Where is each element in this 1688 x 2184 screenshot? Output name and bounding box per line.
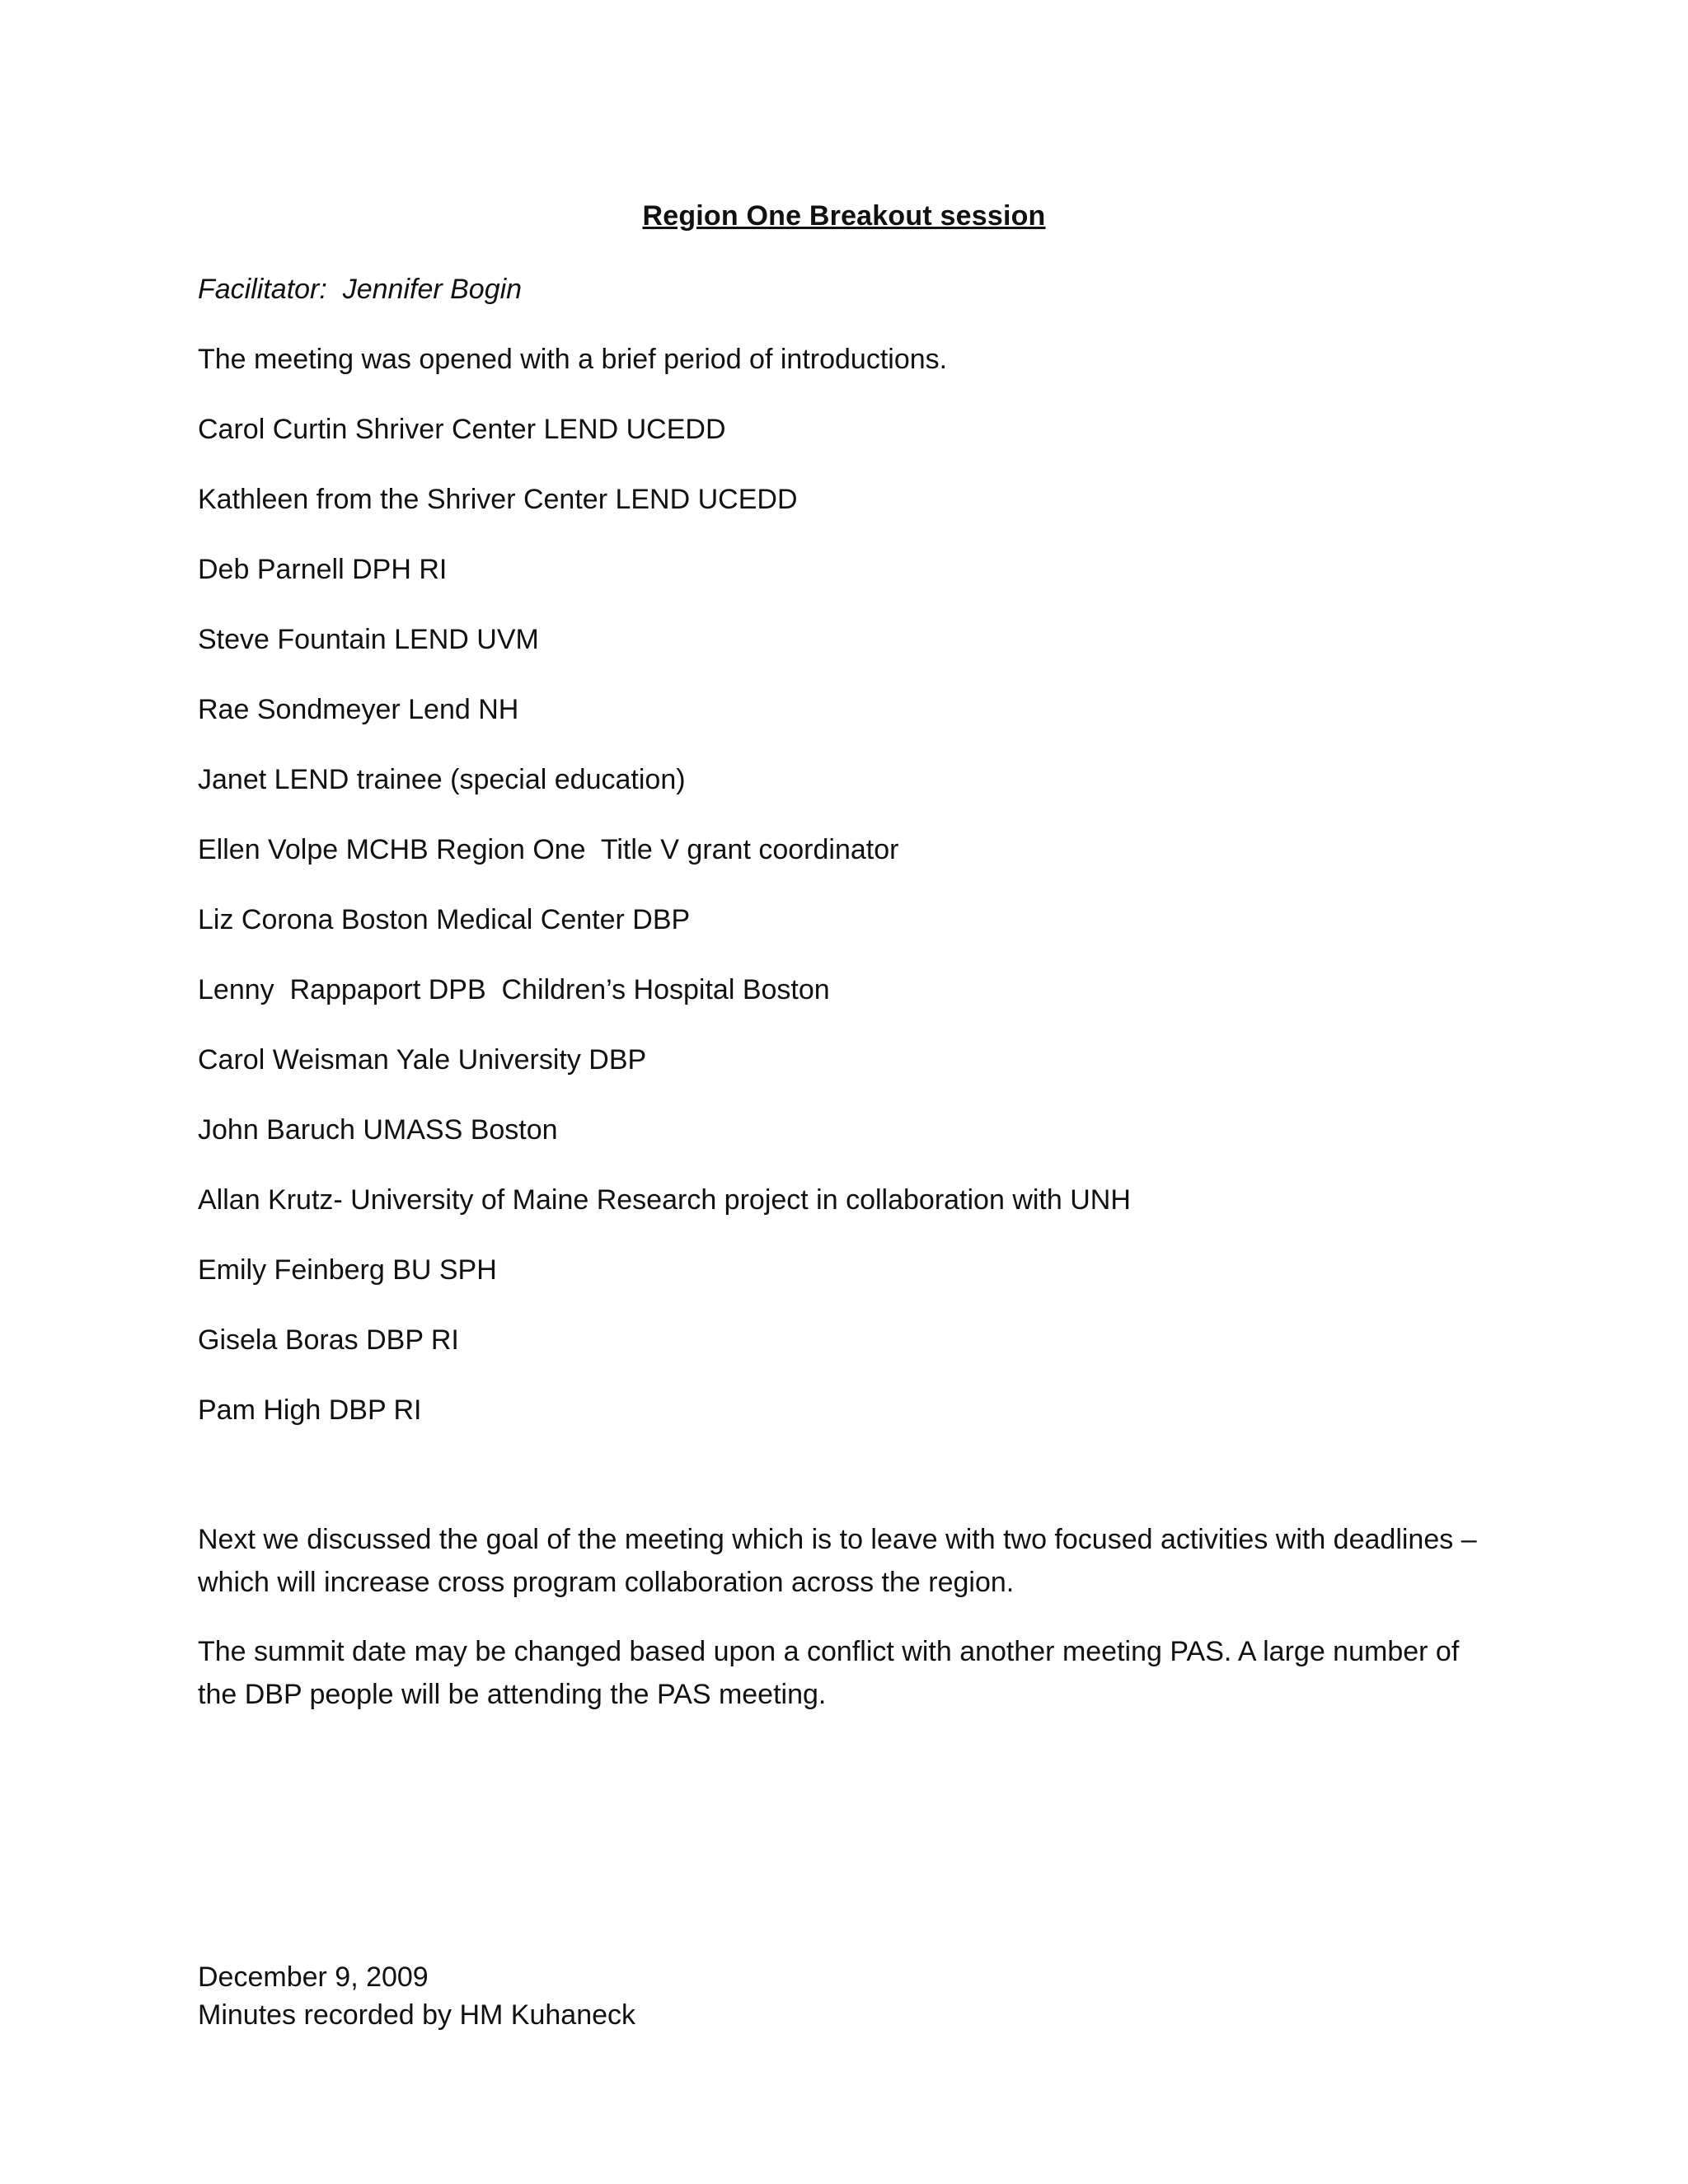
attendee-item: Allan Krutz- University of Maine Research project in collaboration with UNH — [198, 1184, 1131, 1216]
summit-paragraph: The summit date may be changed based upon a conflict with another meeting PAS. A large number of the DBP people will be attending the PAS meeting. — [198, 1636, 1460, 1710]
attendee-item: Carol Curtin Shriver Center LEND UCEDD — [198, 414, 726, 445]
document-title: Region One Breakout session — [642, 200, 1046, 232]
intro-line: The meeting was opened with a brief period of introductions. — [198, 344, 948, 375]
document-body — [198, 268, 1500, 1459]
attendee-item: Gisela Boras DBP RI — [198, 1324, 459, 1356]
footer-recorder: Minutes recorded by HM Kuhaneck — [198, 1999, 636, 2031]
footer-date: December 9, 2009 — [198, 1961, 429, 1993]
attendee-item: Deb Parnell DPH RI — [198, 554, 448, 585]
goal-paragraph: Next we discussed the goal of the meeting which is to leave with two focused activities with deadlines – which will increase cross program collaboration across the region. — [198, 1524, 1477, 1598]
attendee-item: Emily Feinberg BU SPH — [198, 1254, 497, 1286]
attendee-item: Janet LEND trainee (special education) — [198, 764, 686, 795]
attendee-item: Kathleen from the Shriver Center LEND UCEDD — [198, 484, 798, 515]
attendee-item: Rae Sondmeyer Lend NH — [198, 694, 519, 725]
attendee-item: Steve Fountain LEND UVM — [198, 624, 539, 655]
attendee-list — [198, 408, 1500, 1459]
attendee-item: Pam High DBP RI — [198, 1394, 422, 1426]
attendee-item: Lenny Rappaport DPB Children’s Hospital Boston — [198, 974, 830, 1005]
attendee-item: Carol Weisman Yale University DBP — [198, 1044, 647, 1076]
document-footer — [198, 1958, 1187, 2034]
discussion-section — [198, 1518, 1500, 1742]
facilitator-line: Facilitator: Jennifer Bogin — [198, 274, 523, 305]
attendee-item: Liz Corona Boston Medical Center DBP — [198, 904, 691, 935]
attendee-item: Ellen Volpe MCHB Region One Title V grant coordinator — [198, 834, 899, 865]
attendee-item: John Baruch UMASS Boston — [198, 1114, 558, 1146]
